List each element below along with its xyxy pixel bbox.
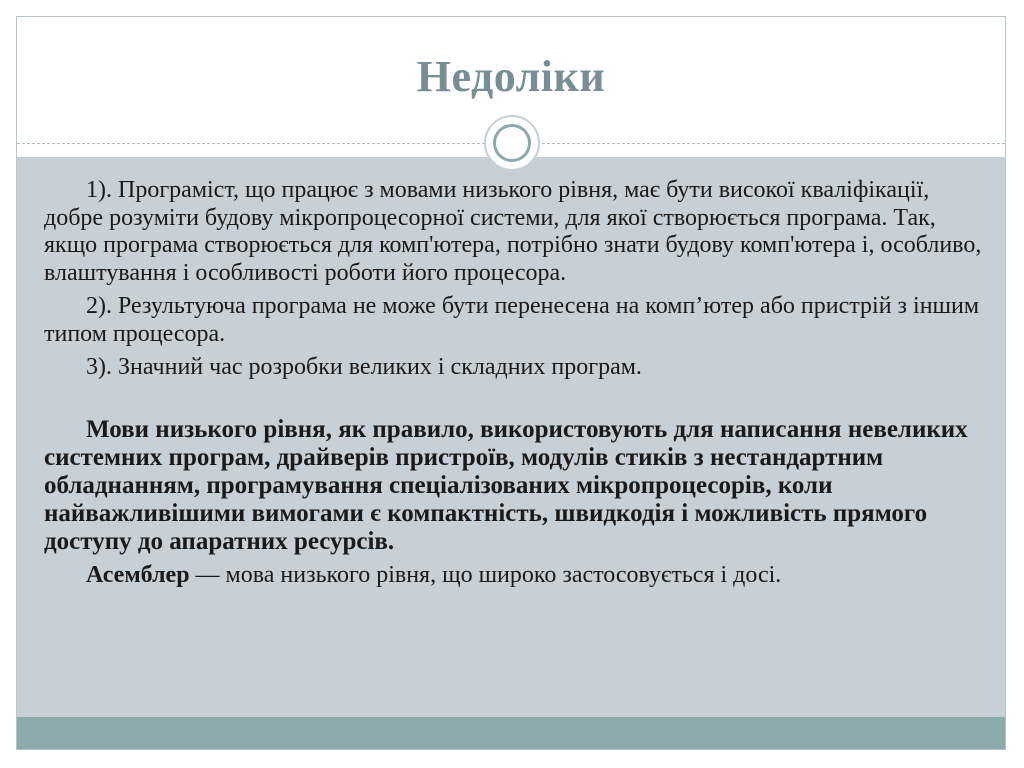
ring-icon	[493, 124, 531, 162]
assembler-definition: — мова низького рівня, що широко застосовується і досі.	[189, 561, 782, 588]
point-3: 3). Значний час розробки великих і складних програм.	[86, 354, 642, 380]
body-text	[44, 177, 984, 589]
point-1: 1). Програміст, що працює з мовами низького рівня, має бути високої кваліфікації, добре розуміти будову мікропроцесорної системи, для якої створюється програма. Так, якщо програма створюється для комп'ютера, потрібно знати будову комп'ютера і, особливо, влаштування і особливості роботи його процесора.	[44, 177, 982, 286]
assembler-paragraph	[44, 562, 984, 590]
circle-ornament-icon	[484, 115, 540, 171]
assembler-term: Асемблер	[86, 561, 190, 588]
low-level-usage-paragraph: Мови низького рівня, як правило, використовують для написання невеликих системних програм, драйверів пристроїв, модулів стиків з нестандартним обладнанням, програмування спеціалізованих мікропроцесорів, коли найважливішими вимогами є компактність, швидкодія і можливість прямого доступу до апаратних ресурсів.	[44, 415, 968, 555]
content-area	[17, 157, 1005, 717]
footer-band	[17, 717, 1005, 750]
slide-title: Недоліки	[416, 52, 606, 101]
point-2: 2). Результуюча програма не може бути перенесена на комп’ютер або пристрій з іншим типом процесора.	[44, 293, 980, 347]
slide	[16, 16, 1006, 750]
